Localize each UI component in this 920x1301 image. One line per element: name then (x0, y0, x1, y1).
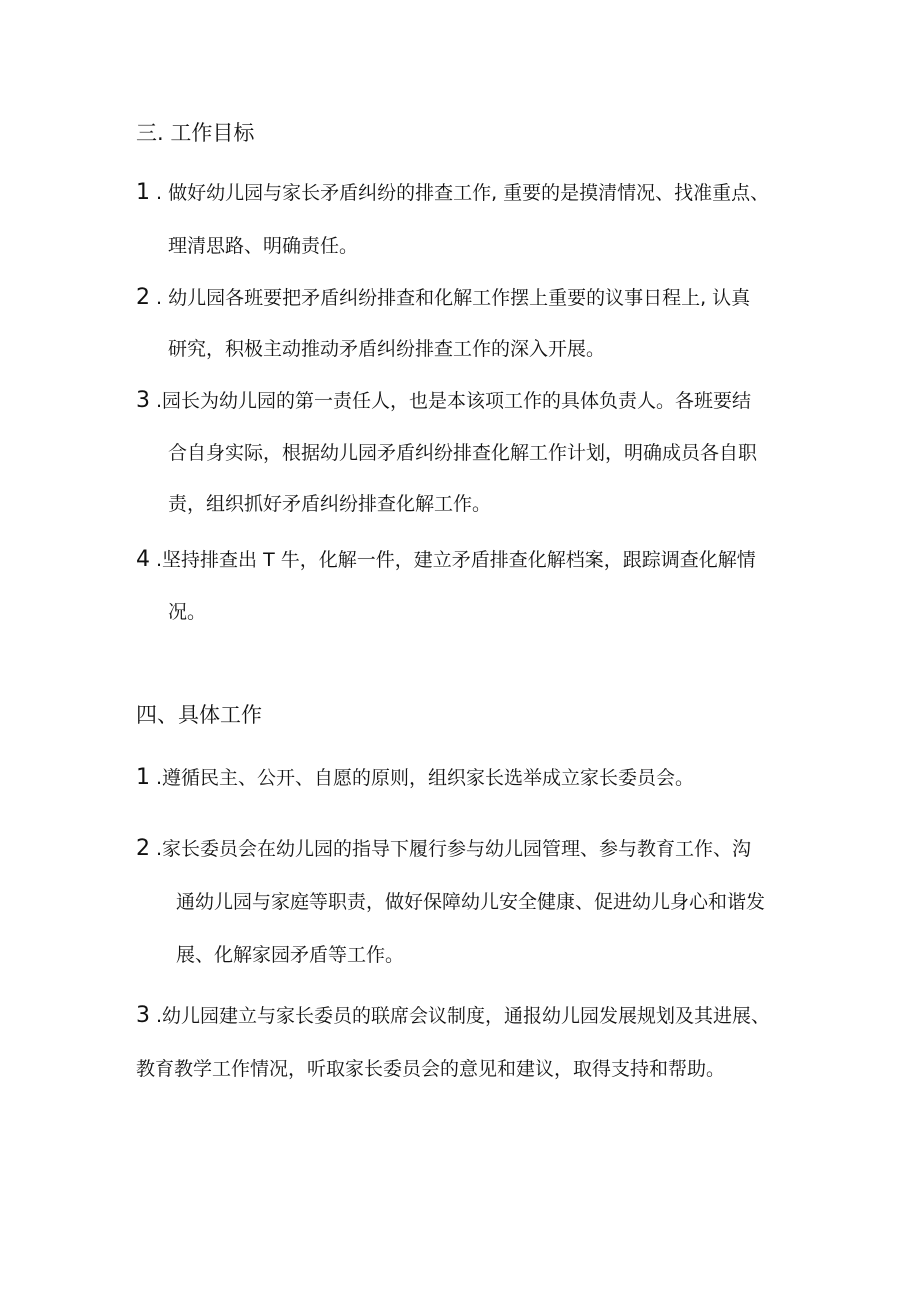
section-3-item-2-line-2: 研究，积极主动推动矛盾纠纷排查工作的深入开展。 (168, 338, 606, 360)
item-text: .家长委员会在幼儿园的指导下履行参与幼儿园管理、参与教育工作、沟 (156, 838, 752, 860)
section-3-heading: 三. 工作目标 (136, 121, 255, 145)
section-4-item-1-line-1 (136, 765, 694, 791)
item-text: .幼儿园建立与家长委员的联席会议制度，通报幼儿园发展规划及其进展、 (156, 1005, 771, 1027)
item-text: . 做好幼儿园与家长矛盾纠纷的排查工作, 重要的是摸清情况、找准重点、 (156, 182, 770, 204)
item-number: 2 (136, 285, 150, 310)
section-3-item-1-line-1 (136, 180, 769, 206)
section-3-item-4-line-2: 况。 (168, 601, 207, 623)
item-text: .遵循民主、公开、自愿的原则，组织家长选举成立家长委员会。 (156, 767, 695, 789)
section-4-item-2-line-2: 通幼儿园与家庭等职责，做好保障幼儿安全健康、促进幼儿身心和谐发 (176, 891, 766, 913)
item-number: 4 (136, 547, 150, 572)
section-3-item-4-line-1 (136, 547, 756, 573)
section-4-item-3-line-1 (136, 1003, 770, 1029)
section-3-item-3-line-2: 合自身实际，根据幼儿园矛盾纠纷排查化解工作计划，明确成员各自职 (168, 442, 758, 464)
item-text: .园长为幼儿园的第一责任人，也是本该项工作的具体负责人。各班要结 (156, 390, 752, 412)
section-4-heading: 四、具体工作 (136, 703, 262, 727)
item-number: 3 (136, 388, 150, 413)
item-number: 1 (136, 180, 150, 205)
item-text: . 幼儿园各班要把矛盾纠纷排查和化解工作摆上重要的议事日程上, 认真 (156, 287, 751, 309)
item-number: 1 (136, 765, 150, 790)
item-text: .坚持排查出 T 牛，化解一件，建立矛盾排查化解档案，跟踪调查化解情 (156, 549, 756, 571)
section-3-item-2-line-1 (136, 285, 750, 311)
section-4-item-3-line-2: 教育教学工作情况，听取家长委员会的意见和建议，取得支持和帮助。 (136, 1058, 726, 1080)
section-3-item-1-line-2: 理清思路、明确责任。 (168, 235, 359, 257)
section-3-item-3-line-1 (136, 388, 751, 414)
item-number: 2 (136, 836, 150, 861)
section-4-item-2-line-1 (136, 836, 751, 862)
section-3-item-3-line-3: 责，组织抓好矛盾纠纷排查化解工作。 (168, 493, 492, 515)
item-number: 3 (136, 1003, 150, 1028)
section-4-item-2-line-3: 展、化解家园矛盾等工作。 (176, 944, 405, 966)
